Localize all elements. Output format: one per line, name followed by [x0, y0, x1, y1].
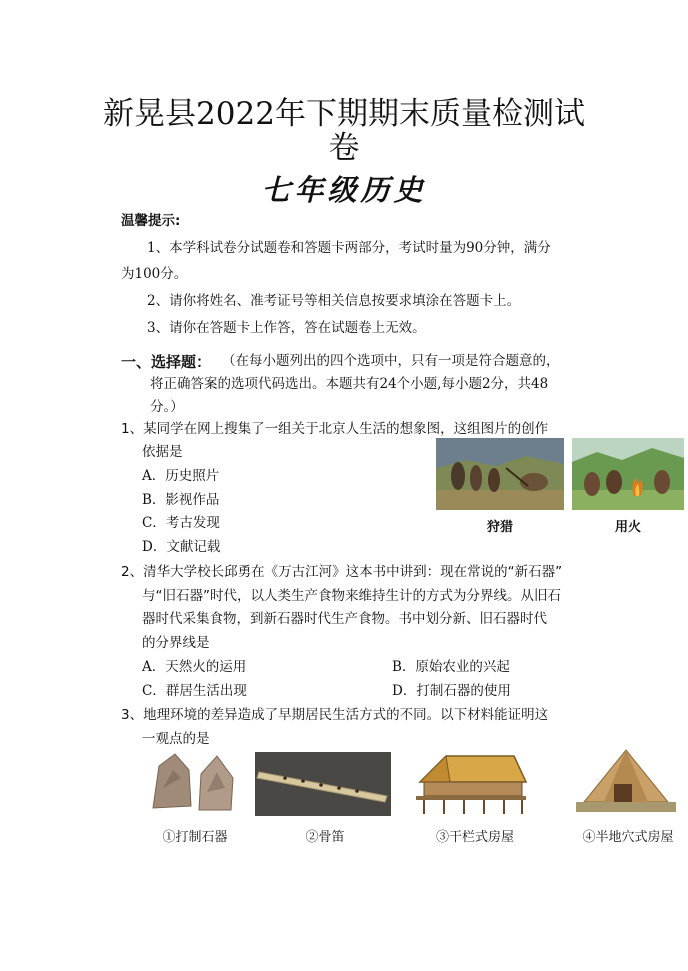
tip-3: 3、请你在答题卡上作答，答在试题卷上无效。: [147, 320, 426, 336]
q1-stem-1: 1、某同学在网上搜集了一组关于北京人生活的想象图，这组图片的创作: [121, 421, 549, 437]
section1-desc-2: 将正确答案的选项代码选出。本题共有24个小题,每小题2分，共48: [150, 376, 549, 392]
q2-option-c: C．群居生活出现: [142, 683, 247, 699]
q2-stem-3: 器时代采集食物，到新石器时代生产食物。书中划分新、旧石器时代: [142, 611, 547, 627]
hunting-caption: 狩猎: [486, 520, 513, 535]
bone-flute-image: [255, 752, 391, 816]
section1-desc-3: 分。）: [150, 399, 184, 415]
q2-stem-2: 与“旧石器”时代，以人类生产食物来维持生计的方式为分界线。从旧石: [142, 588, 561, 604]
q2-option-d: D．打制石器的使用: [392, 683, 511, 699]
subtitle: 七年级历史: [261, 173, 427, 207]
hunting-image: [436, 438, 564, 510]
q2-stem-4: 的分界线是: [142, 635, 210, 651]
section1-desc-1: （在每小题列出的四个选项中，只有一项是符合题意的，: [222, 353, 560, 369]
stone-tools-image: [145, 748, 241, 816]
q2-option-a: A．天然火的运用: [142, 659, 247, 675]
tip-1-cont: 为100分。: [121, 266, 188, 282]
q1-option-a: A．历史照片: [142, 468, 220, 484]
caption-stilt-house: ③干栏式房屋: [435, 830, 514, 845]
q2-stem-1: 2、清华大学校长邱勇在《万古江河》这本书中讲到：现在常说的“新石器”: [121, 564, 563, 580]
fire-image: [572, 438, 684, 510]
stilt-house-image: [410, 752, 530, 818]
q1-stem-2: 依据是: [142, 444, 183, 460]
caption-stone-tools: ①打制石器: [162, 830, 228, 845]
q1-option-b: B．影视作品: [142, 492, 220, 508]
title-line1: 新晃县2022年下期期末质量检测试: [103, 96, 585, 132]
caption-semi-cave-house: ④半地穴式房屋: [582, 830, 674, 845]
section1-label: 一、选择题：: [121, 353, 212, 371]
q1-option-d: D．文献记载: [142, 539, 221, 555]
semi-cave-house-image: [576, 748, 676, 818]
caption-bone-flute: ②骨笛: [305, 830, 345, 845]
q3-stem-1: 3、地理环境的差异造成了早期居民生活方式的不同。以下材料能证明这: [121, 707, 549, 723]
tip-1: 1、本学科试卷分试题卷和答题卡两部分，考试时量为90分钟，满分: [147, 240, 551, 256]
q2-option-b: B．原始农业的兴起: [392, 659, 510, 675]
q1-option-c: C．考古发现: [142, 515, 220, 531]
fire-caption: 用火: [614, 520, 641, 535]
tip-2: 2、请你将姓名、准考证号等相关信息按要求填涂在答题卡上。: [147, 293, 521, 309]
title-line2: 卷: [328, 130, 360, 166]
tips-heading: 温馨提示:: [121, 213, 181, 229]
q3-stem-2: 一观点的是: [142, 731, 210, 747]
